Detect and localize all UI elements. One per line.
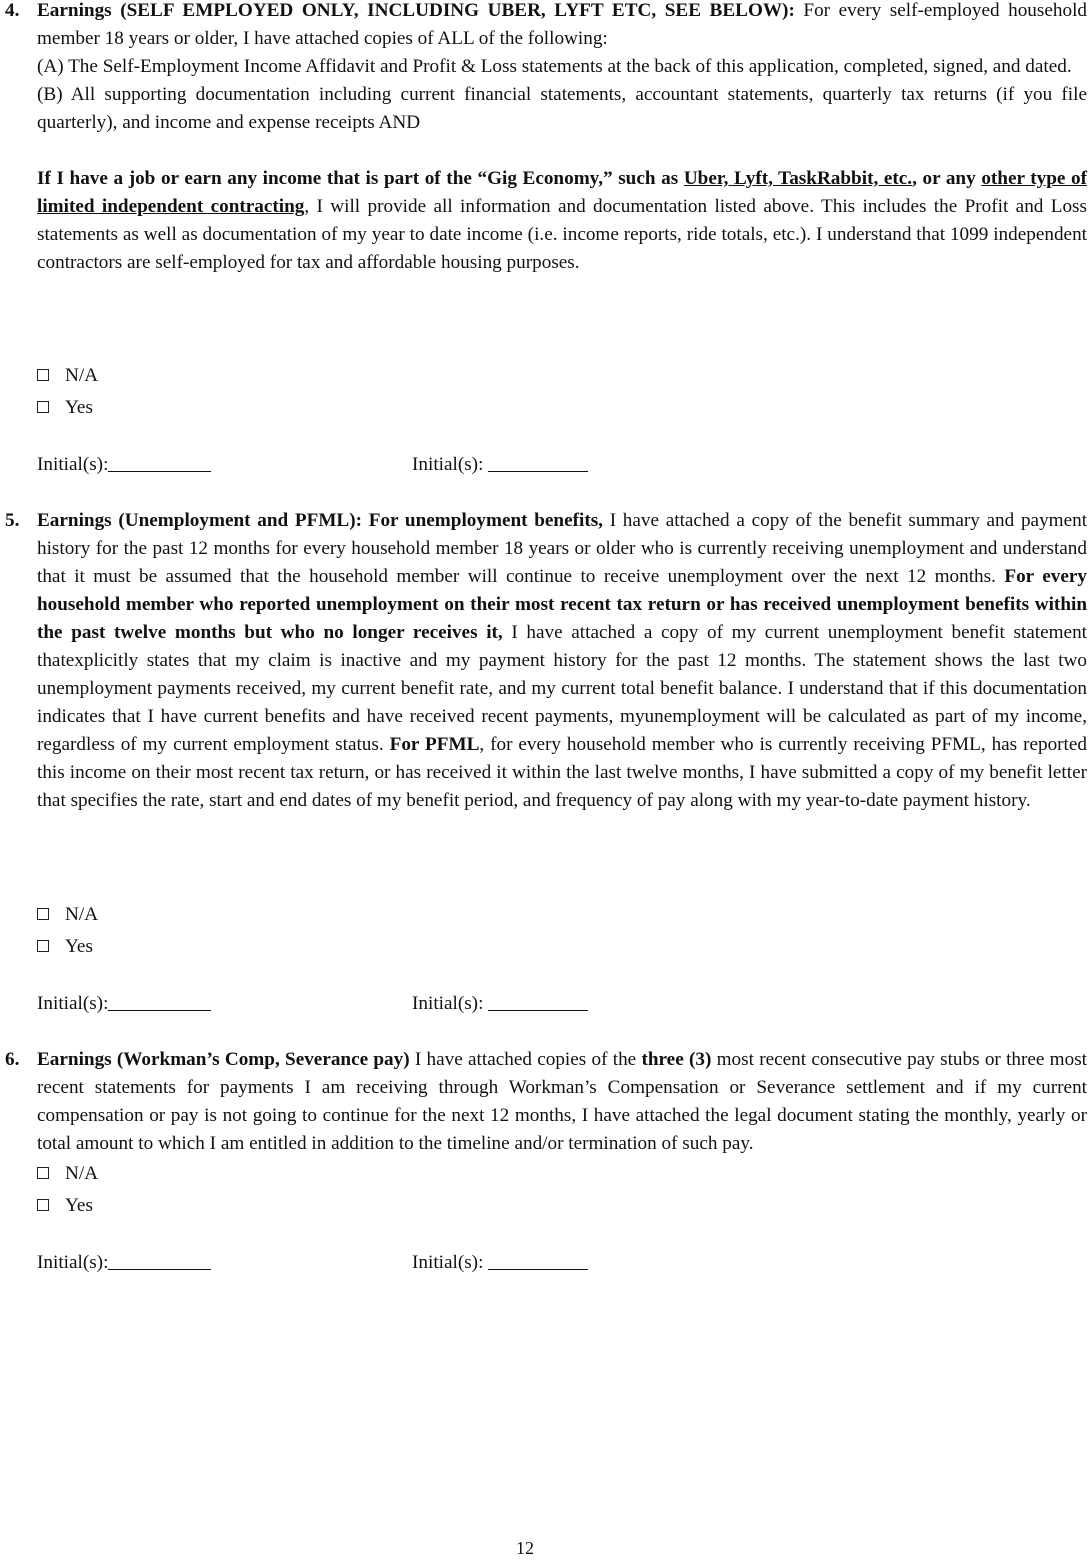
section-4-heading: Earnings (SELF EMPLOYED ONLY, INCLUDING UBER, LYFT ETC, SEE BELOW): [37,0,795,21]
initials-field[interactable] [108,991,211,1011]
page-number: 12 [516,1538,534,1558]
section-5-initials-2: Initial(s): [412,990,588,1018]
initials-field[interactable] [108,452,211,472]
section-6-option-na[interactable]: N/A [37,1160,98,1188]
section-4-option-na[interactable]: N/A [37,362,98,390]
section-6-body: Earnings (Workman’s Comp, Severance pay) I have attached copies of the three (3) most recent consecutive pay stubs or three most recent statements for payments I am receiving through Workman’s Compensation or Severance settlement and if my current compensation or pay is not going to continue for the next 12 months, I have attached the legal document stating the monthly, yearly or total amount to which I am entitled in addition to the timeline and/or termination of such pay. [37,1049,1088,1154]
section-5-option-yes[interactable]: Yes [37,933,93,961]
section-4-initials-1: Initial(s): [37,451,211,479]
initials-field[interactable] [488,452,588,472]
checkbox-icon[interactable] [37,940,49,952]
initials-field[interactable] [108,1250,211,1270]
section-4-gig-paragraph: If I have a job or earn any income that is part of the “Gig Economy,” such as Uber, Lyft, TaskRabbit, etc., or any other type of limited independent contracting, I will provide all information and documentation listed above. This includes the Profit and Loss statements as well as documentation of my year to date income (i.e. income reports, ride totals, etc.). I understand that 1099 independent contractors are self-employed for tax and affordable housing purposes. [37,168,1088,273]
checkbox-icon[interactable] [37,401,49,413]
checkbox-icon[interactable] [37,1167,49,1179]
section-4-number: 4. [5,0,20,21]
checkbox-icon[interactable] [37,908,49,920]
section-5-option-na[interactable]: N/A [37,901,98,929]
section-6-initials-1: Initial(s): [37,1249,211,1277]
section-4 [5,0,1088,277]
checkbox-icon[interactable] [37,1199,49,1211]
section-5-number: 5. [5,510,20,531]
section-5-body: Earnings (Unemployment and PFML): For unemployment benefits, I have attached a copy of the benefit summary and payment history for the past 12 months for every household member 18 years or older who is currently receiving unemployment and understand that it must be assumed that the household member will continue to receive unemployment over the next 12 months. For every household member who reported unemployment on their most recent tax return or has received unemployment benefits within the past twelve months but who no longer receives it, I have attached a copy of my current unemployment benefit statement thatexplicitly states that my claim is inactive and my payment history for the past 12 months. The statement shows the last two unemployment payments received, my current benefit rate, and my current total benefit balance. I understand that if this documentation indicates that I have current benefits and have received recent payments, myunemployment will be calculated as part of my income, regardless of my current employment status. For PFML, for every household member who is currently receiving PFML, has reported this income on their most recent tax return, or has received it within the last twelve months, I have submitted a copy of my benefit letter that specifies the rate, start and end dates of my benefit period, and frequency of pay along with my year-to-date payment history. [37,510,1088,811]
section-5 [5,507,1088,815]
checkbox-icon[interactable] [37,369,49,381]
section-6-number: 6. [5,1049,20,1070]
section-4-item-b: (B) All supporting documentation including current financial statements, accountant statements, quarterly tax returns (if you file quarterly), and income and expense receipts AND [37,84,1087,133]
section-6-option-yes[interactable]: Yes [37,1192,93,1220]
initials-field[interactable] [488,991,588,1011]
independent-contracting-text: other type of limited independent contracting [37,168,1088,217]
section-5-initials-1: Initial(s): [37,990,211,1018]
section-6 [5,1046,1088,1158]
section-6-heading: Earnings (Workman’s Comp, Severance pay) [37,1049,410,1070]
section-5-heading: Earnings (Unemployment and PFML): [37,510,363,531]
section-4-option-yes[interactable]: Yes [37,394,93,422]
gig-examples-link-text: Uber, Lyft, TaskRabbit, etc. [683,168,913,189]
section-4-item-a: (A) The Self-Employment Income Affidavit and Profit & Loss statements at the back of this application, completed, signed, and dated. [37,56,1072,77]
initials-field[interactable] [488,1250,588,1270]
section-4-initials-2: Initial(s): [412,451,588,479]
section-6-initials-2: Initial(s): [412,1249,588,1277]
section-4-intro: Earnings (SELF EMPLOYED ONLY, INCLUDING UBER, LYFT ETC, SEE BELOW): For every self-employed household member 18 years or older, I have attached copies of ALL of the following: [37,0,1087,49]
